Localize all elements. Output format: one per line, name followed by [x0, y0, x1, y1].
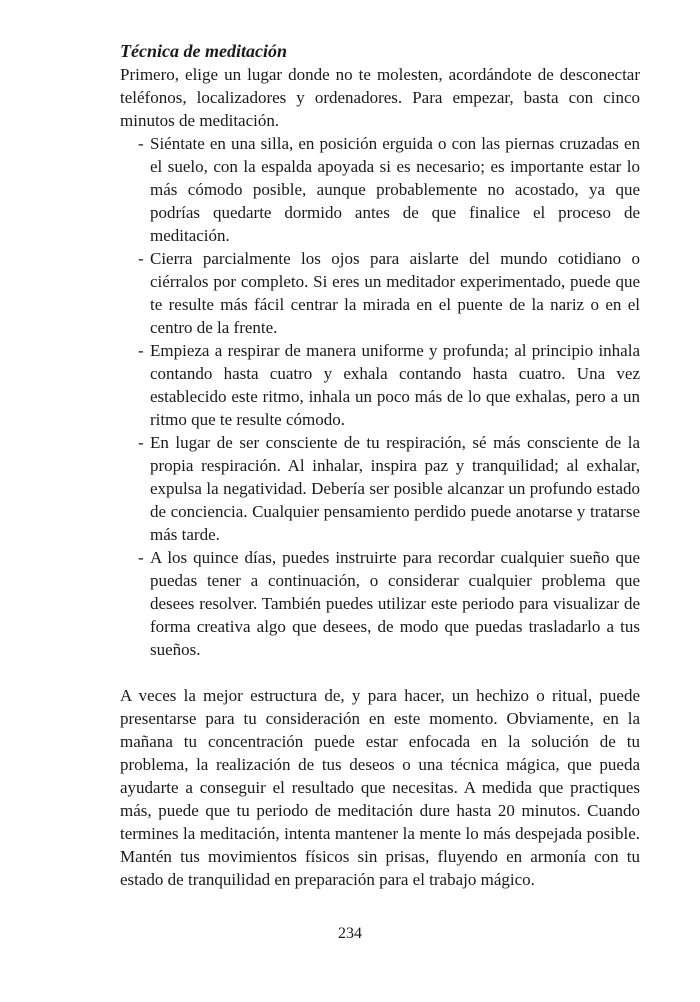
list-item-text: En lugar de ser consciente de tu respiración, sé más consciente de la propia respiración. Al inhalar, inspira paz y tranquilidad; al exhalar, expulsa la negatividad. Debería ser posible alcanzar un profundo estado de conciencia. Cualquier pensamiento perdido puede anotarse y tratarse más tarde.	[150, 433, 640, 544]
bullet-dash: -	[138, 134, 144, 153]
bullet-dash: -	[138, 548, 144, 567]
intro-paragraph: Primero, elige un lugar donde no te molesten, acordándote de desconectar teléfonos, localizadores y ordenadores. Para empezar, basta con cinco minutos de meditación.	[120, 65, 640, 130]
list-item-text: A los quince días, puedes instruirte para recordar cualquier sueño que puedas tener a continuación, o considerar cualquier problema que desees resolver. También puedes utilizar este periodo para visualizar de forma creativa algo que desees, de modo que puedas trasladarlo a tus sueños.	[150, 548, 640, 659]
list-item	[138, 546, 640, 661]
page-body	[120, 40, 640, 891]
list-item-text: Siéntate en una silla, en posición erguida o con las piernas cruzadas en el suelo, con la espalda apoyada si es necesario; es importante estar lo más cómodo posible, aunque probablemente no acostado, ya que podrías quedarte dormido antes de que finalice el proceso de meditación.	[150, 134, 640, 245]
list-item	[138, 132, 640, 247]
page-number: 234	[338, 925, 362, 942]
bullet-dash: -	[138, 433, 144, 452]
list-item	[138, 431, 640, 546]
bullet-dash: -	[138, 341, 144, 360]
closing-paragraph: A veces la mejor estructura de, y para hacer, un hechizo o ritual, puede presentarse para tu consideración en este momento. Obviamente, en la mañana tu concentración puede estar enfocada en la solución de tu problema, la realización de tus deseos o una técnica mágica, que pueda ayudarte a conseguir el resultado que necesitas. A medida que practiques más, puede que tu periodo de meditación dure hasta 20 minutos. Cuando termines la meditación, intenta mantener la mente lo más despejada posible. Mantén tus movimientos físicos sin prisas, fluyendo en armonía con tu estado de tranquilidad en preparación para el trabajo mágico.	[120, 686, 640, 889]
meditation-steps-list	[120, 132, 640, 661]
list-item	[138, 247, 640, 339]
list-item-text: Empieza a respirar de manera uniforme y profunda; al principio inhala contando hasta cuatro y exhala contando hasta cuatro. Una vez establecido este ritmo, inhala un poco más de lo que exhalas, pero a un ritmo que te resulte cómodo.	[150, 341, 640, 429]
list-item	[138, 339, 640, 431]
section-heading: Técnica de meditación	[120, 41, 287, 61]
list-item-text: Cierra parcialmente los ojos para aislarte del mundo cotidiano o ciérralos por completo. Si eres un meditador experimentado, puede que te resulte más fácil centrar la mirada en el puente de la nariz o en el centro de la frente.	[150, 249, 640, 337]
bullet-dash: -	[138, 249, 144, 268]
